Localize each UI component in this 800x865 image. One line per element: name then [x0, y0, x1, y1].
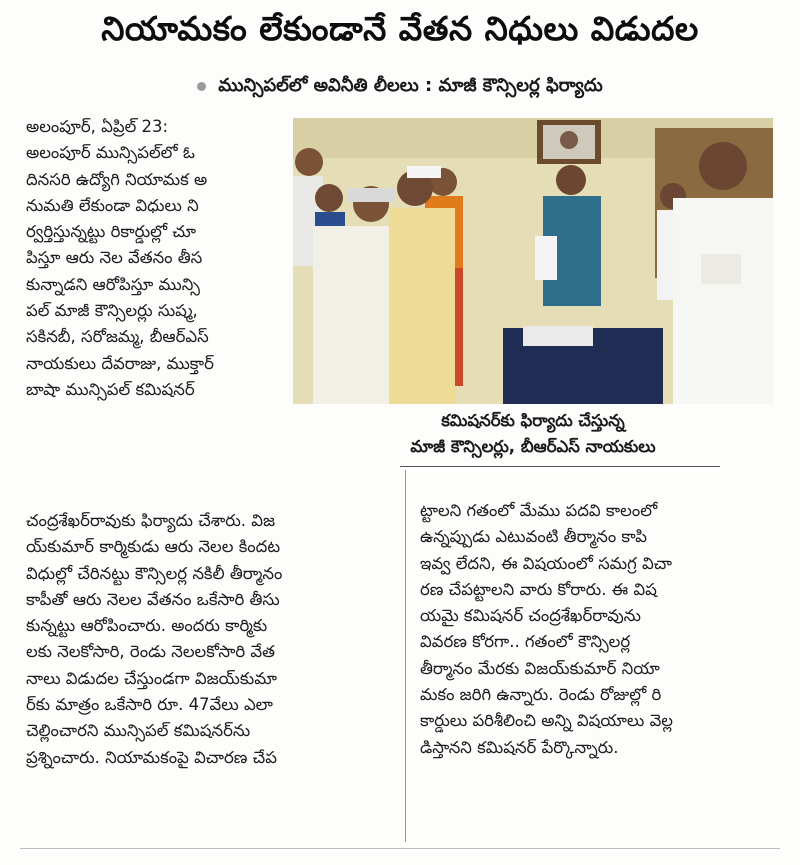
text-line: నుమతి లేకుండా విధులు ని — [26, 195, 199, 215]
text-line: లకు నెలకోసారి, రెండు నెలలకోసారి వేత — [26, 642, 275, 662]
text-line: డిస్తానని కమిషనర్ పేర్కొన్నారు. — [420, 737, 619, 757]
photo-caption-line: మాజీ కౌన్సిలర్లు, బీఆర్ఎస్ నాయకులు — [410, 437, 656, 456]
photo-caption — [293, 408, 773, 460]
text-line: కాపీతో ఆరు నెలల వేతనం ఒకేసారి తీసు — [26, 589, 280, 609]
text-line: దినసరి ఉద్యోగి నియామక అ — [26, 169, 208, 189]
article-column-left-top — [26, 114, 288, 403]
text-line: పల్ మాజీ కౌన్సిలర్లు సుష్మ, — [26, 301, 198, 321]
text-line: ఉన్నప్పుడు ఎటువంటి తీర్మానం కాపి — [420, 527, 647, 547]
photo-caption-line: కమిషనర్‌కు ఫిర్యాదు చేస్తున్న — [441, 411, 625, 430]
text-line: రణ చేపట్టాలని వారు కోరారు. ఈ విష — [420, 579, 657, 599]
text-line: ఇవ్వ లేదని, ఈ విషయంలో సమగ్ర విచా — [420, 553, 672, 573]
text-line: వివరణ కోరగా.. గతంలో కౌన్సిలర్ల — [420, 632, 631, 652]
article-column-left-bottom — [26, 508, 398, 771]
text-line: ట్టాలని గతంలో మేము పదవి కాలంలో — [420, 501, 658, 520]
text-line: చెల్లించారని మున్సిపల్ కమిషనర్‌ను — [26, 721, 251, 741]
headline: నియామకం లేకుండానే వేతన నిధులు విడుదల — [101, 9, 699, 48]
text-line: చంద్రశేఖర్‌రావుకు ఫిర్యాదు చేశారు. విజ — [26, 511, 276, 530]
text-line: ర్‌కు మాత్రం ఒకేసారి రూ. 47వేలు ఎలా — [26, 695, 273, 715]
text-line: య్‌కుమార్ కార్మికుడు ఆరు నెలల కిందట — [26, 537, 281, 557]
caption-divider — [400, 466, 720, 467]
photo-illustration — [293, 118, 773, 404]
text-line: తీర్మానం మేరకు విజయ్‌కుమార్ నియా — [420, 658, 660, 678]
text-line: బాషా మున్సిపల్ కమిషనర్ — [26, 379, 195, 399]
text-line: మకం జరిగి ఉన్నారు. రెండు రోజుల్లో రి — [420, 685, 662, 705]
text-line: యమై కమిషనర్ చంద్రశేఖర్‌రావును — [420, 606, 641, 626]
news-photo — [293, 118, 773, 404]
text-line: అలంపూర్ మున్సిపల్‌లో ఓ — [26, 143, 195, 163]
text-line: కున్నాడని ఆరోపిస్తూ మున్సి — [26, 274, 200, 294]
text-line: నాయకులు దేవరాజు, ముక్తార్ — [26, 353, 214, 373]
bullet-icon — [197, 82, 206, 91]
article-column-right — [420, 498, 780, 761]
text-line: పిస్తూ ఆరు నెల వేతనం తీస — [26, 248, 203, 268]
text-line: కున్నట్టు ఆరోపించారు. అందరు కార్మికు — [26, 616, 268, 636]
text-line: ర్వర్తిస్తున్నట్టు రికార్డుల్లో చూ — [26, 222, 196, 242]
subheadline-text: మున్సిపల్‌లో అవినీతి లీలలు : మాజీ కౌన్సిలర్ల ఫిర్యాదు — [218, 75, 603, 96]
text-line: విధుల్లో చేరినట్టు కౌన్సిలర్ల నకిలీ తీర్మానం — [26, 563, 283, 583]
subheadline — [0, 66, 800, 106]
column-divider — [405, 470, 406, 842]
text-line: ప్రశ్నించారు. నియామకంపై విచారణ చేప — [26, 747, 277, 767]
text-line: కార్డులు పరిశీలించి అన్ని విషయాలు వెల్ల — [420, 711, 674, 731]
bottom-divider — [20, 848, 780, 849]
text-line: నాలు విడుదల చేస్తుండగా విజయ్‌కుమా — [26, 668, 277, 688]
text-line: అలంపూర్, ఏప్రిల్ 23: — [26, 117, 169, 136]
text-line: సకినబీ, సరోజమ్మ, బీఆర్ఎస్ — [26, 327, 209, 347]
